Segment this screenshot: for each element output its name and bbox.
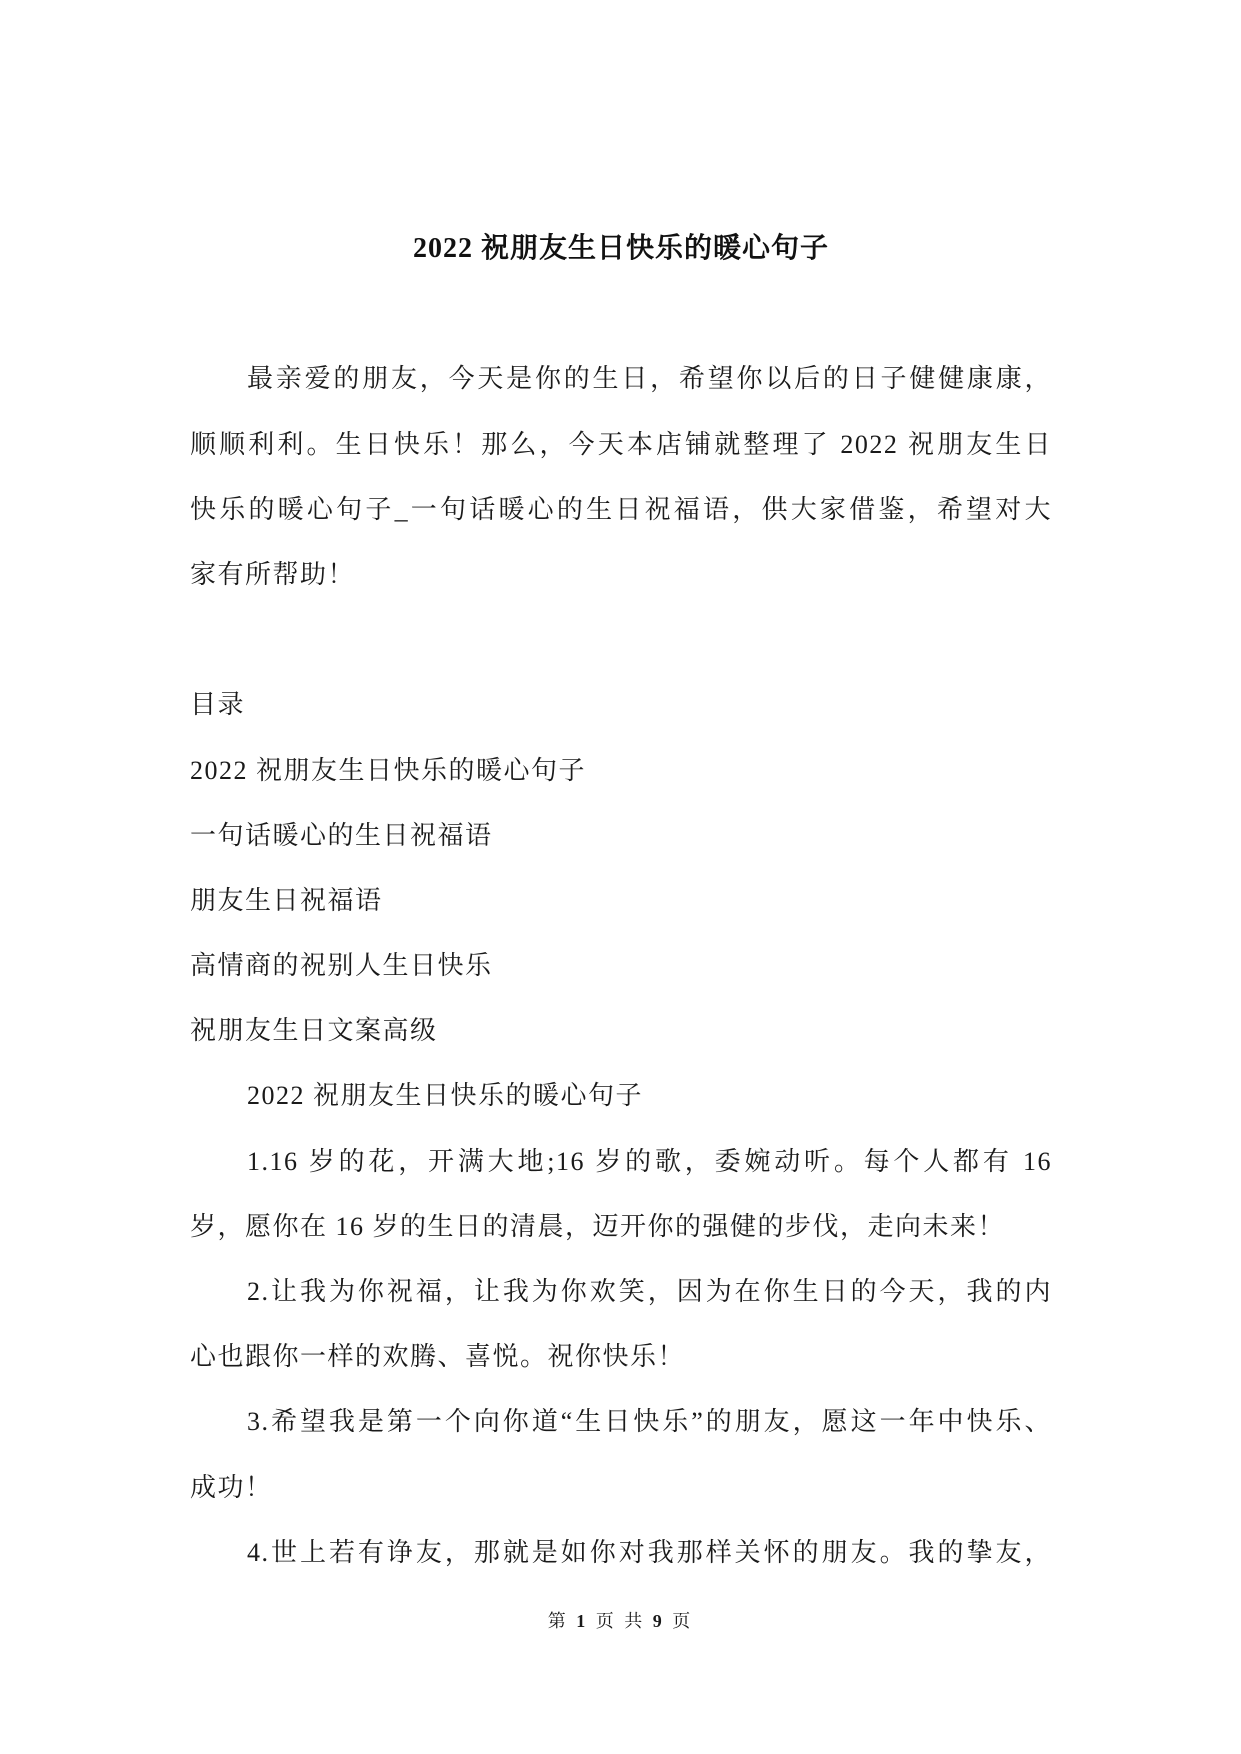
list-item-line: 心也跟你一样的欢腾、喜悦。祝你快乐！: [190, 1342, 686, 1372]
toc-item: 祝朋友生日文案高级: [190, 1016, 438, 1046]
list-item: [190, 1389, 1052, 1519]
list-item-line: 4.世上若有诤友，那就是如你对我那样关怀的朋友。我的挚友，: [247, 1537, 1052, 1567]
toc-heading: 目录: [190, 690, 246, 720]
page-unit: 页: [595, 1611, 617, 1631]
list-item-line: 岁，愿你在 16 岁的生日的清晨，迈开你的强健的步伐，走向未来！: [190, 1211, 1006, 1241]
list-item-line: 1.16 岁的花，开满大地;16 岁的歌，委婉动听。每个人都有 16: [247, 1146, 1052, 1176]
total-label: 共: [624, 1611, 646, 1631]
intro-line: 快乐的暖心句子_一句话暖心的生日祝福语，供大家借鉴，希望对大: [190, 494, 1052, 524]
page-footer: [0, 1607, 1241, 1635]
intro-paragraph: [190, 346, 1052, 607]
table-of-contents: [190, 672, 1052, 1063]
toc-item: 高情商的祝别人生日快乐: [190, 951, 493, 981]
total-pages: 9: [652, 1611, 665, 1631]
total-unit: 页: [672, 1611, 694, 1631]
list-item-line: 2.让我为你祝福，让我为你欢笑，因为在你生日的今天，我的内: [247, 1277, 1052, 1306]
toc-item: 2022 祝朋友生日快乐的暖心句子: [190, 755, 587, 785]
page-number: 1: [576, 1611, 589, 1631]
section-heading: 2022 祝朋友生日快乐的暖心句子: [247, 1081, 644, 1111]
list-item-line: 3.希望我是第一个向你道“生日快乐”的朋友，愿这一年中快乐、: [247, 1407, 1052, 1437]
intro-line: 最亲爱的朋友，今天是你的生日，希望你以后的日子健健康康，: [247, 364, 1052, 394]
intro-line: 家有所帮助！: [190, 559, 356, 589]
toc-item: 一句话暖心的生日祝福语: [190, 820, 493, 850]
document-title: 2022 祝朋友生日快乐的暖心句子: [412, 233, 829, 264]
toc-item: 朋友生日祝福语: [190, 885, 383, 915]
list-item: [190, 1520, 1052, 1585]
list-item: [190, 1129, 1052, 1259]
list-item-line: 成功！: [190, 1472, 273, 1502]
document-body: [190, 216, 1052, 1585]
list-item: [190, 1259, 1052, 1389]
intro-line: 顺顺利利。生日快乐！那么，今天本店铺就整理了 2022 祝朋友生日: [190, 429, 1052, 459]
page-label: 第: [547, 1611, 569, 1631]
